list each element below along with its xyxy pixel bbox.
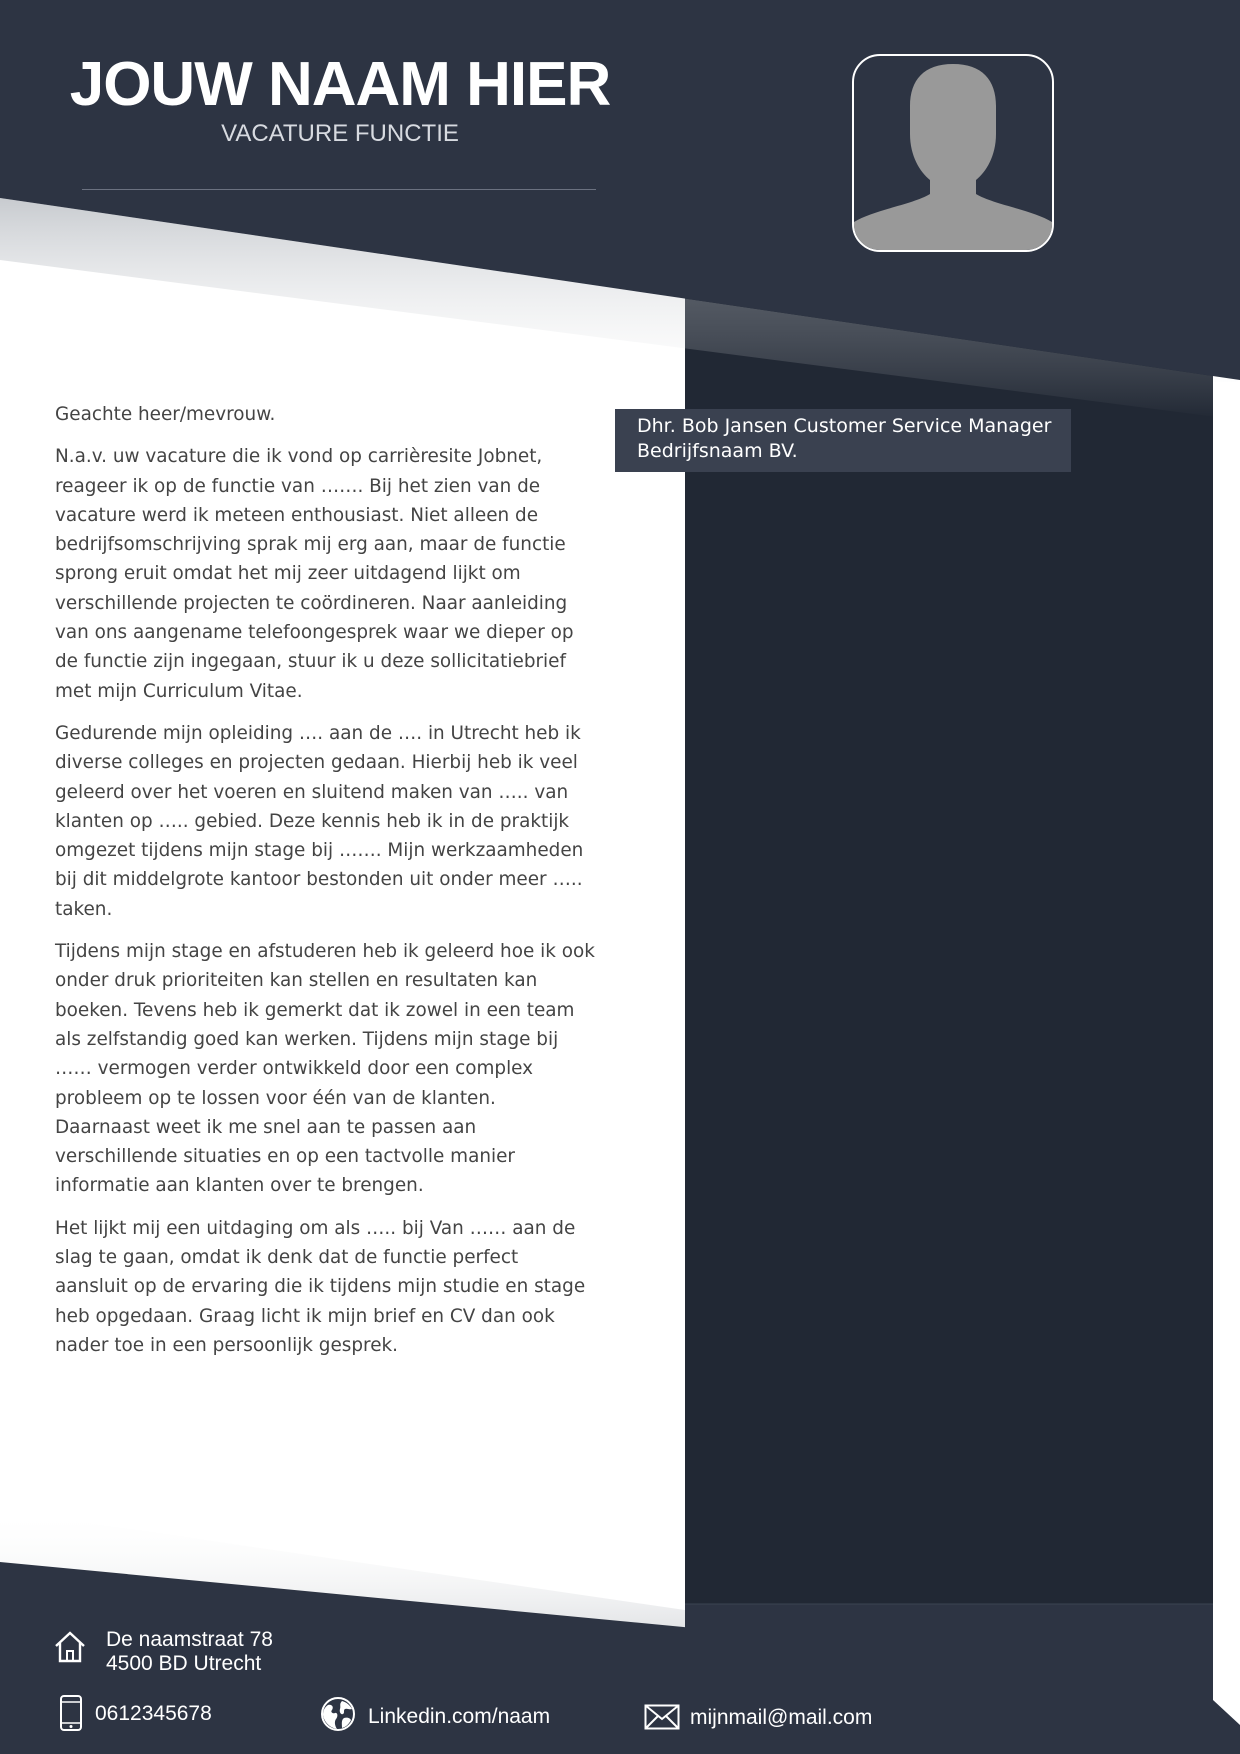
phone-number[interactable]: 0612345678 <box>95 1702 212 1725</box>
applicant-name: JOUW NAAM HIER <box>69 50 611 119</box>
email-address[interactable]: mijnmail@mail.com <box>690 1706 873 1729</box>
letter-paragraph: Het lijkt mij een uitdaging om als ….. bij Van …… aan de slag te gaan, omdat ik denk dat de functie perfect aansluit op de ervaring die ik tijdens mijn studie en stage heb opgedaan. Graag licht ik mijn brief en CV dan ook nader toe in een persoonlijk gesprek. <box>55 1217 586 1356</box>
address-line-2: 4500 BD Utrecht <box>106 1652 262 1675</box>
letter-paragraph: Tijdens mijn stage en afstuderen heb ik geleerd hoe ik ook onder druk prioriteiten kan stellen en resultaten kan boeken. Tevens heb ik gemerkt dat ik zowel in een team als zelfstandig goed kan werken. Tijdens mijn stage bij …… vermogen verder ontwikkeld door een complex probleem op te lossen voor één van de klanten. Daarnaast weet ik me snel aan te passen aan verschillende situaties en op een tactvolle manier informatie aan klanten over te brengen. <box>55 941 595 1197</box>
globe-icon <box>320 1696 356 1732</box>
address-line-1: De naamstraat 78 <box>106 1628 273 1651</box>
profile-photo-placeholder <box>852 54 1054 252</box>
recipient-name: Dhr. Bob Jansen Customer Service Manager <box>637 415 1052 437</box>
home-icon <box>53 1630 87 1664</box>
job-title: VACATURE FUNCTIE <box>221 120 459 147</box>
recipient-company: Bedrijfsnaam BV. <box>637 440 798 462</box>
person-silhouette-icon <box>854 56 1052 250</box>
letter-paragraph: N.a.v. uw vacature die ik vond op carrièresite Jobnet, reageer ik op de functie van ……. Bij het zien van de vacature werd ik meteen enthousiast. Niet alleen de bedrijfsomschrijving sprak mij erg aan, maar de functie sprong eruit omdat het mij zeer uitdagend lijkt om verschillende projecten te coördineren. Naar aanleiding van ons aangename telefoongesprek waar we dieper op de functie zijn ingegaan, stuur ik u deze sollicitatiebrief met mijn Curriculum Vitae. <box>55 446 574 702</box>
letter-paragraph: Gedurende mijn opleiding …. aan de …. in Utrecht heb ik diverse colleges en projecten gedaan. Hierbij heb ik veel geleerd over het voeren en sluitend maken van ….. van klanten op ….. gebied. Deze kennis heb ik in de praktijk omgezet tijdens mijn stage bij ……. Mijn werkzaamheden bij dit middelgrote kantoor bestonden uit onder meer ….. taken. <box>55 722 584 920</box>
footer-band-right <box>685 1604 1213 1754</box>
sidebar-panel <box>685 295 1213 1754</box>
letter-body <box>55 400 595 1373</box>
linkedin-link[interactable]: Linkedin.com/naam <box>368 1705 551 1728</box>
header-divider <box>82 189 596 190</box>
envelope-icon <box>644 1704 680 1730</box>
recipient-box <box>615 409 1071 472</box>
phone-icon <box>58 1694 84 1732</box>
letter-greeting: Geachte heer/mevrouw. <box>55 404 276 425</box>
